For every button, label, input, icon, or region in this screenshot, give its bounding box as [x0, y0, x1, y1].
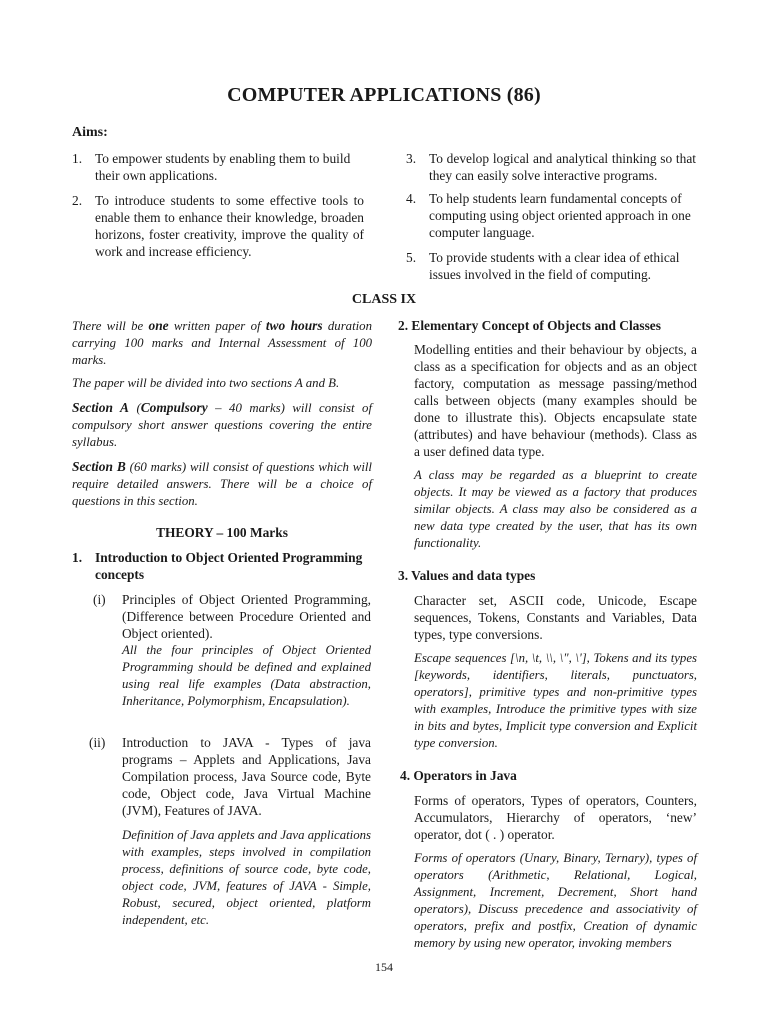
aim-item-3 — [406, 150, 696, 184]
intro-emphasis-one: one — [148, 318, 169, 333]
sub-number: (ii) — [89, 735, 106, 750]
aim-item-4 — [406, 190, 696, 241]
intro-text: written paper of — [168, 319, 266, 333]
sections-paragraph: The paper will be divided into two sections A and B. — [72, 376, 340, 390]
intro-text: duration carrying 100 marks and Internal Assessment of 100 marks. — [72, 319, 372, 367]
aim-item-1 — [72, 150, 364, 184]
aim-text: To help students learn fundamental concepts of computing using object oriented approach in one computer language. — [429, 191, 691, 240]
topic-1-title: Introduction to Object Oriented Programming concepts — [95, 550, 363, 582]
sub-text: Introduction to JAVA - Types of java programs – Applets and Applications, Java Compilation process, Java Source code, Byte code, Object code, Java Virtual Machine (JVM), Features of JAVA. — [122, 735, 371, 818]
sub-note: Definition of Java applets and Java applications with examples, steps involved in compilation process, definitions of source code, byte code, object code, JVM, features of JAVA - Simple, Robust, secured, object oriented, platform independent, etc. — [122, 828, 371, 927]
section-a-compulsory: Compulsory — [140, 400, 208, 415]
page-number: 154 — [375, 960, 393, 974]
topic-4-heading: 4. Operators in Java — [400, 768, 517, 783]
aim-number: 4. — [406, 191, 417, 206]
aim-text: To empower students by enabling them to build their own applications. — [95, 151, 351, 183]
section-a-label: Section A — [72, 400, 129, 415]
topic-2-note: A class may be regarded as a blueprint to create objects. It may be viewed as a factory that produces similar objects. A class may also be considered as a new data type created by the user, that has its own functionality. — [414, 468, 697, 550]
topic-2-heading: 2. Elementary Concept of Objects and Classes — [398, 318, 661, 333]
topic-3-text: Character set, ASCII code, Unicode, Escape sequences, Tokens, Constants and Variables, Data types, type conversions. — [414, 593, 697, 642]
sub-text: Principles of Object Oriented Programming, (Difference between Procedure Oriented and Object oriented). — [122, 592, 371, 641]
class-heading: CLASS IX — [351, 292, 417, 307]
intro-text: (60 marks) will consist of questions which will require detailed answers. There will be a choice of questions in this section. — [72, 460, 372, 508]
section-b-label: Section B — [72, 459, 126, 474]
topic-1-heading — [72, 549, 372, 583]
topic-4-text: Forms of operators, Types of operators, Counters, Accumulators, Hierarchy of operators, ‘new’ operator, dot ( . ) operator. — [414, 793, 697, 842]
aims-heading: Aims: — [72, 125, 108, 140]
aim-number: 5. — [406, 250, 417, 265]
aim-text: To develop logical and analytical thinking so that they can easily solve interactive programs. — [429, 151, 696, 183]
page-title: COMPUTER APPLICATIONS (86) — [227, 84, 541, 106]
topic-1-sub-ii — [89, 734, 371, 929]
intro-emphasis-two-hours: two hours — [265, 318, 323, 333]
topic-4-note: Forms of operators (Unary, Binary, Ternary), types of operators (Arithmetic, Relational, Logical, Assignment, Increment, Decrement, Short hand operators), Discuss precedence and associativity of operators, prefix and postfix, Creation of dynamic memory by using new operator, invoking members — [414, 851, 697, 950]
aim-item-5 — [406, 249, 696, 283]
topic-3-heading: 3. Values and data types — [398, 568, 536, 583]
topic-1-sub-i — [93, 591, 371, 710]
intro-text: – 40 marks) will consist of compulsory short answer questions covering the entire syllabus. — [72, 401, 373, 449]
sub-note: All the four principles of Object Oriented Programming should be defined and explained using real life examples (Data abstraction, Inheritance, Polymorphism, Encapsulation). — [122, 643, 371, 708]
theory-heading: THEORY – 100 Marks — [156, 525, 288, 540]
aim-number: 2. — [72, 193, 83, 208]
aim-item-2 — [72, 192, 364, 260]
topic-1-number: 1. — [72, 550, 83, 565]
intro-text: There will be — [72, 319, 149, 333]
topic-3-note: Escape sequences [\n, \t, \\, \", \'], Tokens and its types [keywords, identifiers, literals, punctuators, operators], primitive types and non-primitive types with examples, Introduce the primitive types with size in bits and bytes, Implicit type conversion and Explicit type conversion. — [414, 651, 697, 750]
sub-number: (i) — [93, 592, 106, 607]
aim-number: 1. — [72, 151, 83, 166]
section-a-paragraph — [72, 399, 372, 451]
intro-text: ( — [128, 401, 141, 415]
exam-intro-paragraph — [72, 317, 372, 369]
aim-text: To provide students with a clear idea of ethical issues involved in the field of computing. — [429, 250, 680, 282]
aim-text: To introduce students to some effective tools to enable them to enhance their knowledge, broaden horizons, foster creativity, improve the quality of work and increase efficiency. — [95, 193, 364, 259]
aim-number: 3. — [406, 151, 417, 166]
topic-2-text: Modelling entities and their behaviour by objects, a class as a specification for objects and as an object factory, computation as message passing/method calls between objects (many examples should be done to illustrate this). Objects encapsulate state (attributes) and have behaviour (methods). Class as a user defined data type. — [414, 342, 697, 459]
section-b-paragraph — [72, 458, 372, 510]
